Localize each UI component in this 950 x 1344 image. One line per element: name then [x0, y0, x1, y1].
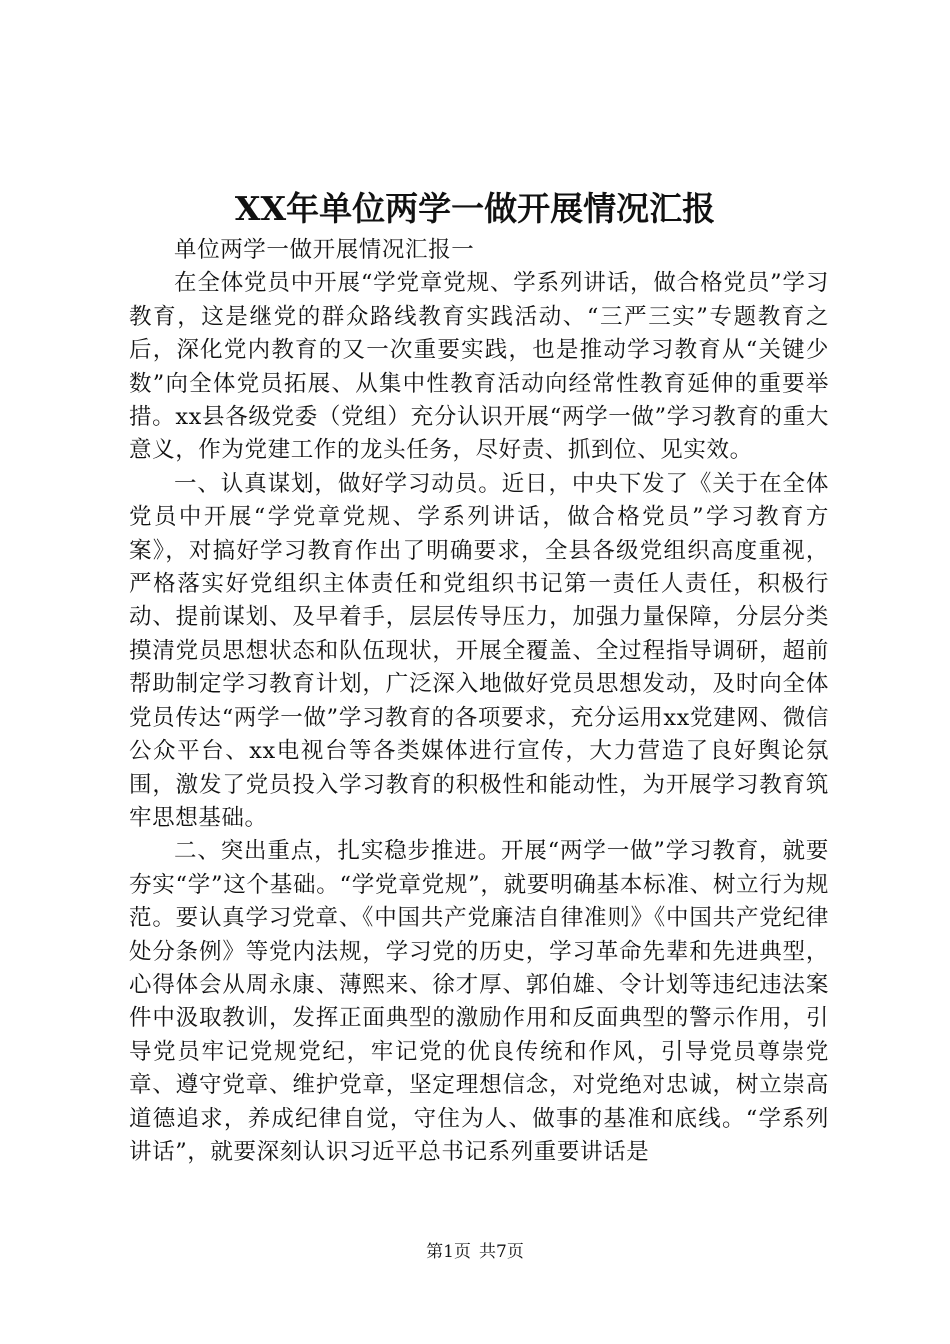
document-body: [129, 234, 829, 1169]
page-footer: [0, 1240, 950, 1264]
paragraph-intro: 在全体党员中开展“学党章党规、学系列讲话，做合格党员”学习教育，这是继党的群众路线教育实践活动、“三严三实”专题教育之后，深化党内教育的又一次重要实践，也是推动学习教育从“关键少数”向全体党员拓展、从集中性教育活动向经常性教育延伸的重要举措。xx县各级党委（党组）充分认识开展“两学一做”学习教育的重大意义，作为党建工作的龙头任务，尽好责、抓到位、见实效。: [129, 270, 829, 464]
paragraph-section-one: 一、认真谋划，做好学习动员。近日，中央下发了《关于在全体党员中开展“学党章党规、学系列讲话，做合格党员”学习教育方案》，对搞好学习教育作出了明确要求，全县各级党组织高度重视，严格落实好党组织主体责任和党组织书记第一责任人责任，积极行动、提前谋划、及早着手，层层传导压力，加强力量保障，分层分类摸清党员思想状态和队伍现状，开展全覆盖、全过程指导调研，超前帮助制定学习教育计划，广泛深入地做好党员思想发动，及时向全体党员传达“两学一做”学习教育的各项要求，充分运用xx党建网、微信公众平台、xx电视台等各类媒体进行宣传，大力营造了良好舆论氛围，激发了党员投入学习教育的积极性和能动性，为开展学习教育筑牢思想基础。: [129, 470, 829, 831]
page-number: 第1页: [426, 1242, 471, 1262]
paragraph-subtitle: 单位两学一做开展情况汇报一: [174, 237, 475, 263]
document-title: XX年单位两学一做开展情况汇报: [234, 189, 716, 228]
page-total: 共7页: [479, 1242, 524, 1262]
paragraph-section-two: 二、突出重点，扎实稳步推进。开展“两学一做”学习教育，就要夯实“学”这个基础。“学党章党规”，就要明确基本标准、树立行为规范。要认真学习党章、《中国共产党廉洁自律准则》《中国共产党纪律处分条例》等党内法规，学习党的历史，学习革命先辈和先进典型，心得体会从周永康、薄熙来、徐才厚、郭伯雄、令计划等违纪违法案件中汲取教训，发挥正面典型的激励作用和反面典型的警示作用，引导党员牢记党规党纪，牢记党的优良传统和作风，引导党员尊崇党章、遵守党章、维护党章，坚定理想信念，对党绝对忠诚，树立崇高道德追求，养成纪律自觉，守住为人、做事的基准和底线。“学系列讲话”，就要深刻认识习近平总书记系列重要讲话是: [129, 838, 829, 1165]
